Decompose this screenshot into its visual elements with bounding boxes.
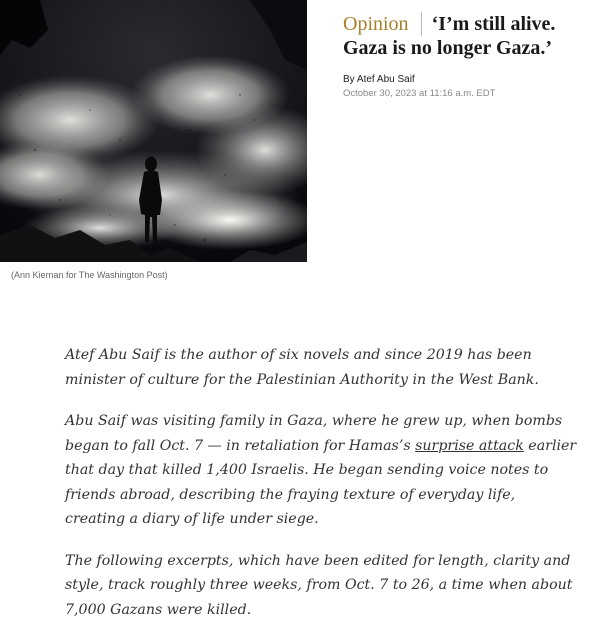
text-line: 7,000 Gazans were killed.: [65, 601, 252, 618]
text-line: [65, 434, 577, 459]
text-line: Atef Abu Saif is the author of six novels and since 2019 has been: [65, 347, 532, 363]
image-credit: (Ann Kiernan for The Washington Post): [11, 270, 168, 280]
text-line: minister of culture for the Palestinian Authority in the West Bank.: [65, 371, 539, 388]
text-line: The following excerpts, which have been edited for length, clarity and: [65, 552, 571, 569]
text-line: friends abroad, describing the fraying texture of everyday life,: [65, 486, 516, 503]
paragraph-1: [65, 343, 565, 392]
text-fragment: began to fall Oct. 7 — in retaliation for Hamas’s: [65, 437, 416, 454]
article-header: [343, 12, 593, 99]
text-fragment: earlier: [523, 437, 577, 454]
hero-illustration: [0, 0, 307, 262]
publish-date: October 30, 2023 at 11:16 a.m. EDT: [343, 88, 496, 99]
opinion-kicker[interactable]: Opinion: [343, 12, 422, 36]
byline[interactable]: By Atef Abu Saif: [343, 74, 415, 85]
surprise-attack-link[interactable]: surprise attack: [415, 437, 524, 454]
text-line: that day that killed 1,400 Israelis. He began sending voice notes to: [65, 462, 549, 478]
text-line: creating a diary of life under siege.: [65, 511, 319, 527]
text-line: style, track roughly three weeks, from Oct. 7 to 26, a time when about: [65, 577, 573, 593]
paragraph-2: [65, 409, 577, 532]
text-line: Abu Saif was visiting family in Gaza, where he grew up, when bombs: [65, 413, 563, 429]
article-body: [65, 343, 577, 639]
headline-line-2: Gaza is no longer Gaza.’: [343, 37, 553, 59]
paragraph-3: [65, 549, 573, 623]
headline-line-1: ‘I’m still alive.: [431, 13, 556, 35]
